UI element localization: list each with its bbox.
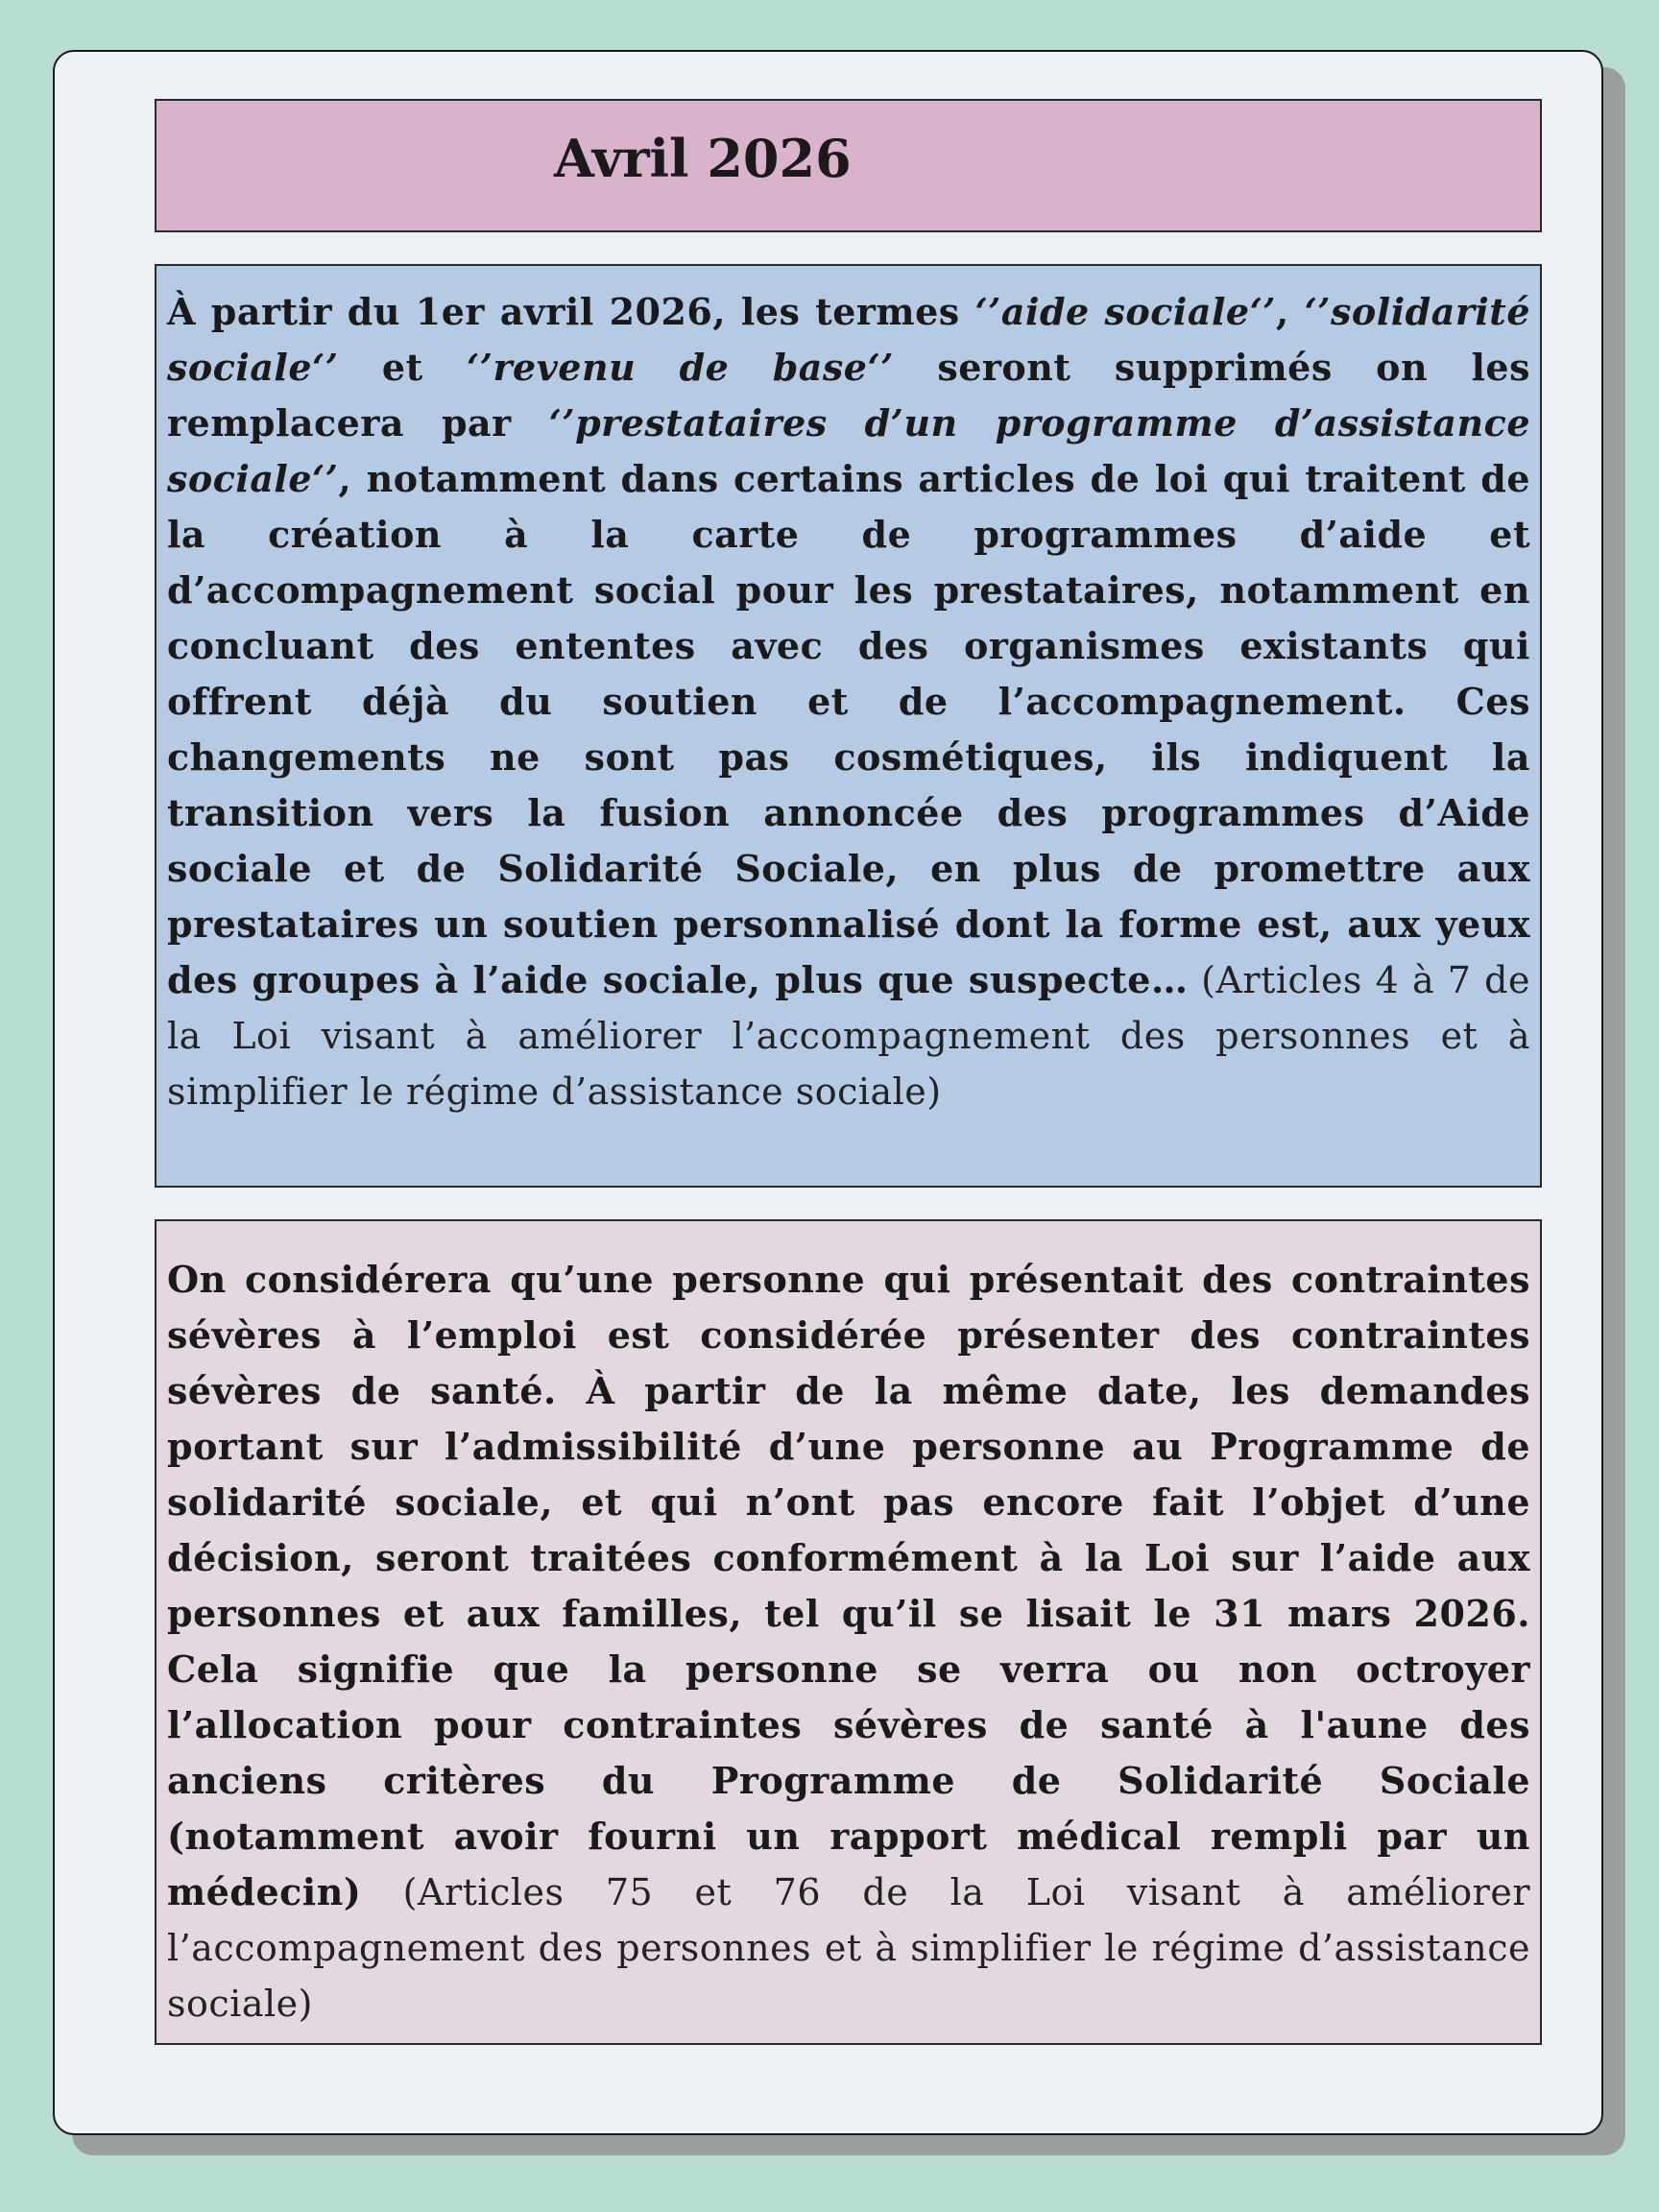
terms-text-3: et xyxy=(338,346,468,389)
contraintes-text: On considérera qu’une personne qui présentait des contraintes sévères à l’emploi est considérée présenter des contraintes sévères de santé. À partir de la même date, les demandes portant sur l’admissibilité d’une personne au Programme de solidarité sociale, et qui n’ont pas encore fait l’objet d’une décision, seront traitées conformément à la Loi sur l’aide aux personnes et aux familles, tel qu’il se lisait le 31 mars 2026. Cela signifie que la personne se verra ou non octroyer l’allocation pour contraintes sévères de santé à l'aune des anciens critères du Programme de Solidarité Sociale (notamment avoir fourni un rapport médical rempli par un médecin) xyxy=(167,1258,1530,1913)
contraintes-reference: (Articles 75 et 76 de la Loi visant à améliorer l’accompagnement des personnes et à simplifier le régime d’assistance sociale) xyxy=(167,1871,1530,2025)
terms-text-2: , xyxy=(1276,290,1305,333)
quoted-term-aide-sociale: ‘’aide sociale‘’ xyxy=(974,290,1277,333)
terms-text-1: À partir du 1er avril 2026, les termes xyxy=(167,290,975,333)
title-banner xyxy=(155,99,1542,232)
terms-reference: (Articles 4 à 7 de la Loi visant à améliorer l’accompagnement des personnes et à simplifier le régime d’assistance sociale) xyxy=(167,959,1530,1113)
quoted-term-revenu-de-base: ‘’revenu de base‘’ xyxy=(467,346,894,389)
text-box-contraintes xyxy=(155,1219,1542,2045)
terms-text-5: , notamment dans certains articles de loi qui traitent de la création à la carte de programmes d’aide et d’accompagnement social pour les prestataires, notamment en concluant des ententes avec des organismes existants qui offrent déjà du soutien et de l’accompagnement. Ces changements ne sont pas cosmétiques, ils indiquent la transition vers la fusion annoncée des programmes d’Aide sociale et de Solidarité Sociale, en plus de promettre aux prestataires un soutien personnalisé dont la forme est, aux yeux des groupes à l’aide sociale, plus que suspecte… xyxy=(167,457,1530,1001)
text-box-terms xyxy=(155,264,1542,1188)
quoted-term-solidarite-sociale: ‘’solidarité sociale‘’ xyxy=(167,290,1531,389)
contraintes-paragraph xyxy=(167,1252,1530,2032)
terms-paragraph xyxy=(167,284,1530,1119)
terms-text-4: seront supprimés on les remplacera par xyxy=(167,346,1530,445)
page-title: Avril 2026 xyxy=(554,128,852,189)
quoted-term-prestataires: ‘’prestataires d’un programme d’assistance sociale‘’ xyxy=(167,401,1530,500)
